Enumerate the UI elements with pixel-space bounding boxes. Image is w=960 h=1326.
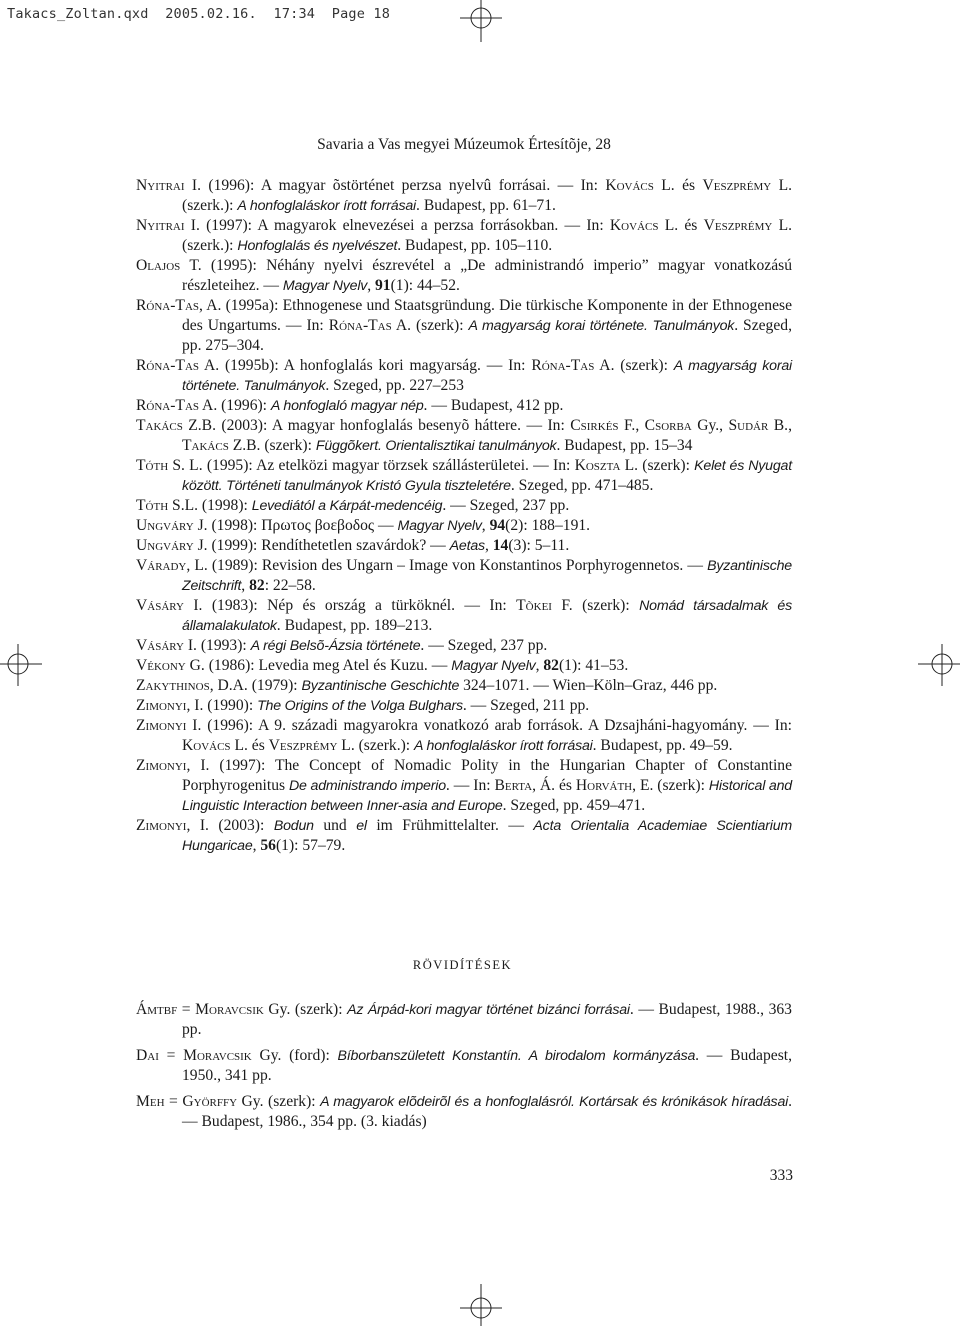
reference-entry-text: Olajos <box>136 257 181 274</box>
reference-entry-text: Kovács <box>605 177 654 194</box>
abbreviation-entry-text: . — Budapest, 1988., 363 pp. <box>182 1001 792 1038</box>
reference-entry-text: el <box>356 818 367 834</box>
abbreviation-entry-text: Gy. (szerk): <box>237 1093 321 1110</box>
reference-entry-text: A honfoglaláskor írott forrásai <box>414 738 593 754</box>
reference-entry-text: 82 <box>543 657 559 674</box>
reference-entry-text: (1): 41–53. <box>558 657 629 674</box>
reference-entry-text: A. (1995b): A honfoglalás kori magyarság. — In: <box>199 357 532 374</box>
reference-entry <box>136 676 792 696</box>
reference-entry-text: J. (1998): Πρωτος βοεβοδος — <box>193 517 398 534</box>
reference-entry-text: Vékony <box>136 657 186 674</box>
reference-entry <box>136 716 792 756</box>
reference-entry-text: I. (1993): <box>183 637 251 654</box>
abbreviation-entry-text: A magyarok elõdeirõl és a honfoglalásról. Kortársak és krónikások híradásai <box>320 1094 789 1110</box>
crop-mark-top <box>440 0 522 42</box>
reference-entry-text: , D.A. (1979): <box>209 677 302 694</box>
reference-entry-text: L. és <box>230 737 269 754</box>
reference-entry-text: Veszprémy <box>703 217 773 234</box>
reference-entry-text: Horváth <box>575 777 633 794</box>
reference-entry-text: . — Szeged, 237 pp. <box>420 637 548 654</box>
reference-entry-text: T. (1995): Néhány nyelvi észrevétel a „De administrandó imperio” magyar vonatkozású részleteihez. — <box>180 257 792 294</box>
reference-entry-text: Bodun <box>273 818 314 834</box>
abbreviation-entry-text: = <box>177 1001 196 1018</box>
reference-entry-text: Tóth <box>136 497 169 514</box>
reference-entry-text: . Szeged, pp. 275–304. <box>182 317 792 354</box>
reference-entry-text: Veszprémy <box>268 737 338 754</box>
reference-entry-text: Sudár <box>728 417 769 434</box>
reference-entry <box>136 596 792 636</box>
reference-entry-text: The Origins of the Volga Bulghars <box>257 698 463 714</box>
reference-entry-text: , L. (1989): Revision des Ungarn – Image von Konstantinos Porphyrogennetos. — <box>186 557 708 574</box>
reference-entry-text: L. (szerk.): <box>182 177 793 214</box>
reference-entry-text: A. (szerk): <box>594 357 674 374</box>
reference-entry-text: Függõkert. Orientalisztikai tanulmányok <box>315 438 557 454</box>
reference-entry <box>136 696 792 716</box>
abbreviation-entry-text: Györffy <box>182 1093 238 1110</box>
reference-entry-text: Tóth <box>136 457 169 474</box>
reference-entry-text: (1): 44–52. <box>390 277 460 294</box>
reference-entry-text: (3): 5–11. <box>508 537 570 554</box>
reference-entry-text: I. (1983): Nép és ország a türköknél. — In: <box>183 597 517 614</box>
reference-entry <box>136 296 792 356</box>
reference-entry-text: Kovács <box>609 217 659 234</box>
reference-entry-text: Magyar Nyelv <box>397 518 482 534</box>
reference-entry-text: Nomád társadalmak és államalakulatok <box>182 598 792 634</box>
reference-entry-text: F., <box>618 417 645 434</box>
reference-entry-text: A magyarság korai története. Tanulmányok <box>468 318 735 334</box>
reference-entry-text: . Szeged, pp. 227–253 <box>325 377 464 394</box>
reference-entry-text: Byzantinische Geschichte <box>301 678 460 694</box>
reference-entry-text: , <box>535 657 544 674</box>
reference-entry-text: , <box>241 577 250 594</box>
reference-entry <box>136 396 792 416</box>
reference-entry-text: S.L. (1998): <box>168 497 252 514</box>
reference-entry-text: Berta <box>494 777 533 794</box>
abbreviation-entry <box>136 1000 792 1040</box>
reference-entry-text: Ungváry <box>136 517 194 534</box>
reference-entry <box>136 256 792 296</box>
reference-entry <box>136 356 792 396</box>
abbreviation-entry-text: Bíborbanszületett Konstantín. A birodalom kormányzása <box>337 1048 696 1064</box>
reference-entry-text: L. (szerk.): <box>337 737 415 754</box>
reference-entry-text: Magyar Nyelv <box>282 278 368 294</box>
reference-entry-text: (2): 188–191. <box>505 517 591 534</box>
reference-entry-text: . Budapest, pp. 61–71. <box>416 197 556 214</box>
page-number: 333 <box>769 1167 793 1184</box>
reference-entry-text: Várady <box>136 557 187 574</box>
abbreviation-entry-text: Meh <box>136 1093 165 1110</box>
reference-entry-text: Levediától a Kárpát-medencéig <box>251 498 443 514</box>
reference-entry-text: Magyar Nyelv <box>451 658 536 674</box>
reference-entry-text: 56 <box>260 837 276 854</box>
reference-entry-text: und <box>313 817 357 834</box>
reference-entry-text: , <box>481 517 490 534</box>
reference-entry-text: , <box>484 537 493 554</box>
reference-entry-text: , A. (1995a): Ethnogenese und Staatsgründung. Die türkische Komponente in der Ethnogenese des Ungartums. — In: <box>182 297 792 334</box>
reference-entry-text: L. és <box>658 217 704 234</box>
reference-entry <box>136 536 792 556</box>
reference-entry <box>136 176 792 216</box>
reference-entry-text: Kovács <box>182 737 231 754</box>
crop-mark-bottom <box>440 1284 522 1326</box>
reference-entry-text: , E. (szerk): <box>632 777 709 794</box>
reference-entry <box>136 416 792 456</box>
abbreviation-entry-text: Gy. (szerk): <box>263 1001 348 1018</box>
reference-entry <box>136 456 792 496</box>
reference-entry-text: . Szeged, pp. 471–485. <box>510 477 654 494</box>
reference-entry-text: 91 <box>375 277 391 294</box>
reference-entry-text: Gy., <box>691 417 729 434</box>
reference-entry-text: 94 <box>489 517 506 534</box>
reference-entry-text: 14 <box>492 537 509 554</box>
abbreviation-entry-text: Moravcsik <box>195 1001 264 1018</box>
reference-entry-text: Zimonyi <box>136 717 187 734</box>
reference-entry-text: A honfoglaláskor írott forrásai <box>237 198 417 214</box>
reference-entry-text: De administrando imperio <box>289 778 446 794</box>
abbreviation-entry-text: Ámtbf <box>136 1001 178 1018</box>
reference-entry-text: F. (szerk): <box>551 597 640 614</box>
crop-mark-right <box>918 644 960 726</box>
reference-entry-text: Acta Orientalia Academiae Scientiarium Hungaricae <box>182 818 793 854</box>
reference-entry-text: I. (1996): A 9. századi magyarokra vonatkozó arab források. A Dzsajháni-hagyomány. — In: <box>186 717 792 734</box>
reference-entry-text: Takács <box>136 417 183 434</box>
abbreviation-list <box>136 1000 792 1138</box>
reference-entry-text: L. (szerk): <box>620 457 695 474</box>
abbreviation-entry-text: Az Árpád-kori magyar történet bizánci forrásai <box>347 1002 630 1018</box>
reference-entry-text: . Budapest, pp. 49–59. <box>592 737 733 754</box>
reference-entry <box>136 636 792 656</box>
reference-entry <box>136 216 792 256</box>
reference-entry-text: Róna-Tas <box>136 397 200 414</box>
reference-entry-text: , <box>367 277 375 294</box>
crop-mark-left <box>0 644 42 726</box>
reference-entry-text: Zimonyi <box>136 697 187 714</box>
reference-entry-text: S. L. (1995): Az etelközi magyar törzsek szállásterületei. — In: <box>168 457 575 474</box>
reference-entry-text: Nyitrai <box>136 177 185 194</box>
reference-entry-text: A. (szerk): <box>391 317 469 334</box>
reference-entry-text: L. (szerk.): <box>182 217 792 254</box>
reference-entry-text: , Á. és <box>532 777 576 794</box>
reference-entry-text: , I. (2003): <box>186 817 274 834</box>
reference-entry-text: A régi Belsõ-Ázsia története <box>250 638 421 654</box>
reference-entry-text: Róna-Tas <box>136 357 200 374</box>
reference-entry-text: I. (1996): A magyar õstörténet perzsa nyelvû forrásai. — In: <box>184 177 606 194</box>
reference-entry <box>136 656 792 676</box>
reference-entry-text: Vásáry <box>136 637 184 654</box>
reference-entry-text: . — Budapest, 412 pp. <box>423 397 564 414</box>
reference-entry-text: Veszprémy <box>702 177 772 194</box>
abbreviations-heading: RÖVIDÍTÉSEK <box>412 958 513 972</box>
document-slug: Takacs_Zoltan.qxd 2005.02.16. 17:34 Page 18 <box>7 6 391 22</box>
reference-entry-text: G. (1986): Levedia meg Atel és Kuzu. — <box>185 657 452 674</box>
reference-entry-text: Csorba <box>644 417 692 434</box>
reference-entry-text: Kelet és Nyugat között. Történeti tanulmányok Kristó Gyula tiszteletére <box>182 458 792 494</box>
abbreviation-entry-text: . — Budapest, 1986., 354 pp. (3. kiadás) <box>182 1093 792 1130</box>
reference-entry-text: 324–1071. — Wien–Köln–Graz, 446 pp. <box>459 677 718 694</box>
reference-entry-text: (1): 57–79. <box>275 837 346 854</box>
reference-entry-text: Zimonyi <box>136 817 187 834</box>
reference-entry-text: . Budapest, pp. 105–110. <box>397 237 553 254</box>
reference-entry-text: Róna-Tas <box>328 317 392 334</box>
reference-entry <box>136 756 792 816</box>
reference-entry-text: B., <box>768 417 792 434</box>
running-head: Savaria a Vas megyei Múzeumok Értesítõje, 28 <box>317 136 611 153</box>
reference-entry-text: A magyarság korai története. Tanulmányok <box>182 358 792 394</box>
reference-list <box>136 176 792 856</box>
reference-entry-text: Aetas <box>449 538 485 554</box>
reference-entry-text: L. és <box>653 177 703 194</box>
reference-entry-text: Róna-Tas <box>531 357 595 374</box>
reference-entry-text: Csirkés <box>570 417 619 434</box>
reference-entry-text: Honfoglalás és nyelvészet <box>237 238 398 254</box>
reference-entry-text: Ungváry <box>136 537 194 554</box>
reference-entry-text: Tõkei <box>516 597 552 614</box>
abbreviation-entry-text: . — Budapest, 1950., 341 pp. <box>182 1047 792 1084</box>
reference-entry-text: , <box>252 837 261 854</box>
reference-entry-text: 82 <box>249 577 265 594</box>
reference-entry-text: Z.B. (szerk): <box>228 437 316 454</box>
reference-entry-text: Róna-Tas <box>136 297 200 314</box>
abbreviation-entry <box>136 1092 792 1132</box>
reference-entry <box>136 496 792 516</box>
reference-entry-text: , I. (1990): <box>186 697 258 714</box>
reference-entry-text: , I. (1997): The Concept of Nomadic Polity in the Hungarian Chapter of Constantine Porphyrogenitus <box>182 757 792 794</box>
reference-entry-text: . Budapest, pp. 189–213. <box>276 617 433 634</box>
reference-entry-text: Zakythinos <box>136 677 210 694</box>
abbreviation-entry-text: = <box>158 1047 184 1064</box>
reference-entry-text: I. (1997): A magyarok elnevezései a perzsa forrásokban. — In: <box>184 217 610 234</box>
abbreviation-entry-text: = <box>164 1093 183 1110</box>
reference-entry-text: Nyitrai <box>136 217 185 234</box>
reference-entry-text: Byzantinische Zeitschrift <box>182 558 792 594</box>
abbreviation-entry-text: Moravcsik <box>183 1047 252 1064</box>
reference-entry <box>136 816 792 856</box>
reference-entry <box>136 556 792 596</box>
reference-entry-text: Historical and Linguistic Interaction between Inner-asia and Europe <box>182 778 792 814</box>
abbreviation-entry-text: Gy. (ford): <box>251 1047 338 1064</box>
reference-entry-text: A. (1996): <box>199 397 271 414</box>
abbreviation-entry <box>136 1046 792 1086</box>
reference-entry-text: Vásáry <box>136 597 184 614</box>
reference-entry-text: Z.B. (2003): A magyar honfoglalás besenyõ háttere. — In: <box>182 417 571 434</box>
reference-entry-text: : 22–58. <box>264 577 316 594</box>
reference-entry-text: A honfoglaló magyar nép <box>270 398 424 414</box>
reference-entry-text: J. (1999): Rendíthetetlen szavárdok? — <box>193 537 450 554</box>
abbreviation-entry-text: Dai <box>136 1047 159 1064</box>
reference-entry-text: Takács <box>182 437 229 454</box>
reference-entry-text: . Budapest, pp. 15–34 <box>556 437 693 454</box>
reference-entry <box>136 516 792 536</box>
reference-entry-text: . — In: <box>445 777 495 794</box>
reference-entry-text: Koszta <box>574 457 621 474</box>
reference-entry-text: . — Szeged, 211 pp. <box>462 697 590 714</box>
reference-entry-text: . Szeged, pp. 459–471. <box>502 797 646 814</box>
reference-entry-text: Zimonyi <box>136 757 187 774</box>
reference-entry-text: im Frühmittelalter. — <box>366 817 534 834</box>
reference-entry-text: . — Szeged, 237 pp. <box>442 497 570 514</box>
